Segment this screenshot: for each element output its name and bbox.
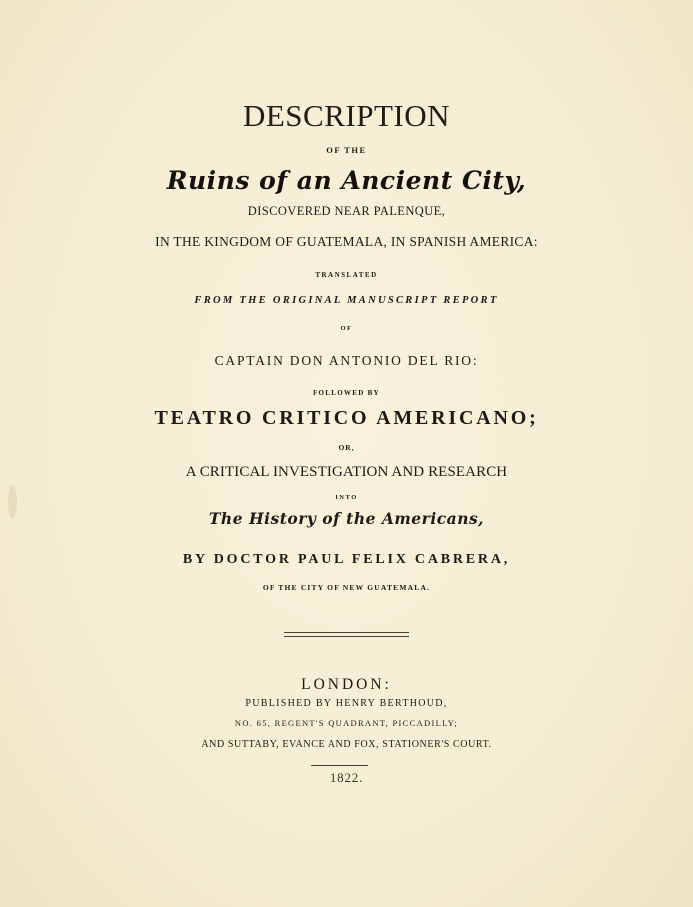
second-work-subtitle: A CRITICAL INVESTIGATION AND RESEARCH <box>185 464 508 480</box>
connector-followed-by: FOLLOWED BY <box>312 389 380 397</box>
subtitle-kingdom: IN THE KINGDOM OF GUATEMALA, IN SPANISH AMERICA: <box>155 234 538 249</box>
subtitle-discovered: DISCOVERED NEAR PALENQUE, <box>247 204 446 218</box>
imprint-publisher: PUBLISHED BY HENRY BERTHOUD, <box>245 698 448 709</box>
connector-into: INTO <box>335 494 358 501</box>
book-title: DESCRIPTION <box>242 98 450 133</box>
imprint-address: NO. 65, REGENT'S QUADRANT, PICCADILLY; <box>234 718 459 728</box>
author-captain: CAPTAIN DON ANTONIO DEL RIO: <box>214 353 479 368</box>
connector-of-the: OF THE <box>326 145 367 155</box>
second-work-title: TEATRO CRITICO AMERICANO; <box>154 407 539 429</box>
subtitle-ruins: Ruins of an Ancient City, <box>166 166 527 195</box>
imprint-city: LONDON: <box>301 676 392 693</box>
second-work-history: The History of the Americans, <box>208 509 485 528</box>
imprint-suttaby: AND SUTTABY, EVANCE AND FOX, STATIONER'S COURT. <box>201 739 492 750</box>
connector-translated: TRANSLATED <box>315 271 378 279</box>
imprint-year: 1822. <box>329 770 364 785</box>
author-city: OF THE CITY OF NEW GUATEMALA. <box>262 583 431 592</box>
connector-of: OF <box>340 325 353 332</box>
year-rule <box>311 765 368 766</box>
author-cabrera: BY DOCTOR PAUL FELIX CABRERA, <box>182 552 511 567</box>
connector-or: OR, <box>338 443 355 452</box>
subtitle-from-original: FROM THE ORIGINAL MANUSCRIPT REPORT <box>194 295 499 306</box>
double-rule-divider <box>284 632 409 637</box>
